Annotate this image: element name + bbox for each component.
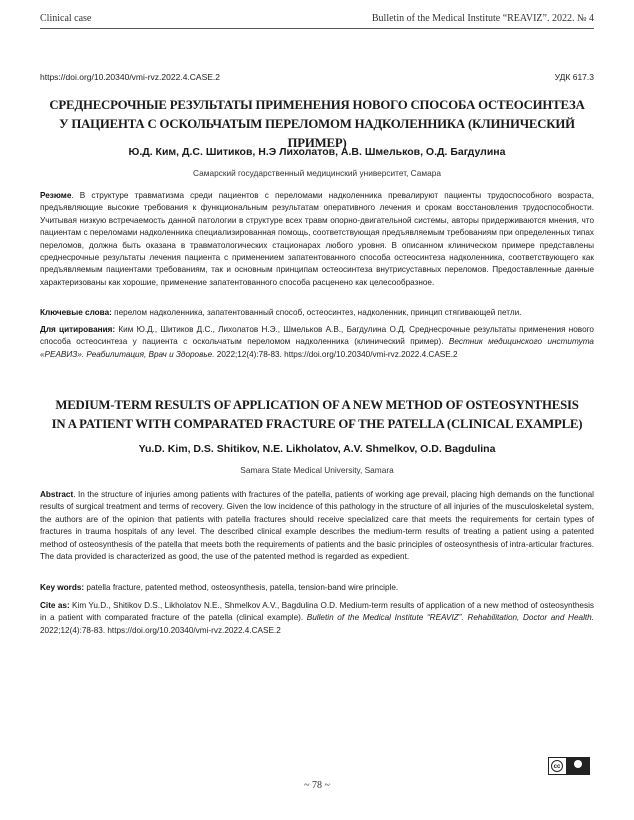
- keywords-en-text: patella fracture, patented method, osteosynthesis, patella, tension-band wire principle.: [84, 583, 399, 592]
- cc-by-license-icon[interactable]: [548, 757, 590, 775]
- title-en-line-2: IN A PATIENT WITH COMPARATED FRACTURE OF THE PATELLA (CLINICAL EXAMPLE): [51, 417, 583, 431]
- running-header-journal: Bulletin of the Medical Institute “REAVIZ”. 2022. № 4: [371, 13, 594, 24]
- citation-en-label: Cite as:: [40, 601, 70, 610]
- udk-code: УДК 617.3: [554, 72, 594, 82]
- authors-ru: Ю.Д. Ким, Д.С. Шитиков, Н.Э Лихолатов, А.В. Шмельков, О.Д. Багдулина: [128, 146, 506, 158]
- abstract-en: [40, 489, 594, 563]
- citation-ru: [40, 324, 594, 361]
- abstract-en-text: . In the structure of injuries among patients with fractures of the patella, patients of working age prevail, placing high demands on the functional results of surgical treatment and terms of recovery. Given the low incidence of this pathology in the structure of all injuries of the musculoskeletal system, the authors are of the opinion that patients with patella fractures should receive specialized care that meets the requirements for certain types of fractures in trauma hospitals of any level. The described clinical example describes the medium-term results of treating a patient using a patented method of osteosynthesis of the patella that meets both the requirements of patients and the basic principles of osteosynthesis of intra-articular fractures. The data provided is characterized as good, the use of the patented method is regarded as expedient.: [40, 490, 594, 562]
- keywords-ru: [40, 307, 594, 319]
- abstract-en-label: Abstract: [40, 490, 74, 499]
- doi-link[interactable]: https://doi.org/10.20340/vmi-rvz.2022.4.CASE.2: [40, 72, 221, 82]
- running-header-section: Clinical case: [40, 13, 92, 24]
- keywords-en: [40, 582, 594, 594]
- header-divider: [40, 28, 594, 29]
- article-title-ru: [40, 96, 594, 153]
- title-ru-line-1: СРЕДНЕСРОЧНЫЕ РЕЗУЛЬТАТЫ ПРИМЕНЕНИЯ НОВОГО СПОСОБА ОСТЕОСИНТЕЗА: [49, 98, 585, 112]
- citation-ru-journal: Вестник медицинского института «РЕАВИЗ». Реабилитация, Врач и Здоровье.: [40, 337, 594, 359]
- keywords-en-label: Key words:: [40, 583, 85, 592]
- citation-en-text: Kim Yu.D., Shitikov D.S., Likholatov N.E., Shmelkov A.V., Bagdulina O.D. Medium-term results of application of a new method of osteosynthesis in a patient with comparated fracture of the patella (clinical example).: [40, 601, 594, 623]
- abstract-ru-text: . В структуре травматизма среди пациентов с переломами надколенника превалируют пациенты трудоспособного возраста, предъявляющие высокие требования к функциональным результатам оперативного лечения и срокам восстановления трудоспособности. Учитывая низкую встречаемость данной патологии в структуре всех травм опорно-двигательной системы, авторы придерживаются мнения, что пациентам с переломами надколенника специализированная помощь, соответствующая предъявляемым требованиям при определенных типах переломов, должна быть оказана в травматологических стационарах любого уровня. В описанном клиническом примере представлены среднесрочные результаты лечения пациента с применением запатентованного способа остеосинтеза надколенника, соответствующего как предъявляемым пациентами требованиям, так и основным принципам остеосинтеза внутрисуставных переломов. Предоставленные данные характеризованы как хорошие, применение запатентованного способа расценено как целесообразное.: [40, 191, 594, 287]
- attribution-person-icon: [574, 760, 582, 768]
- title-en-line-1: MEDIUM-TERM RESULTS OF APPLICATION OF A NEW METHOD OF OSTEOSYNTHESIS: [55, 398, 579, 412]
- by-icon: [566, 758, 589, 774]
- citation-ru-label: Для цитирования:: [40, 325, 116, 334]
- citation-en-journal: Bulletin of the Medical Institute “REAVIZ”. Rehabilitation, Doctor and Health.: [306, 613, 594, 623]
- keywords-ru-text: перелом надколенника, запатентованный способ, остеосинтез, надколенник, принцип стягивающей петли.: [111, 308, 522, 317]
- title-ru-line-2: У ПАЦИЕНТА С ОСКОЛЬЧАТЫМ ПЕРЕЛОМОМ НАДКОЛЕННИКА (КЛИНИЧЕСКИЙ ПРИМЕР): [59, 117, 575, 150]
- authors-en: Yu.D. Kim, D.S. Shitikov, N.E. Likholatov, A.V. Shmelkov, O.D. Bagdulina: [138, 443, 496, 455]
- citation-en-tail: 2022;12(4):78-83. https://doi.org/10.20340/vmi-rvz.2022.4.CASE.2: [40, 625, 281, 635]
- affiliation-ru: Самарский государственный медицинский университет, Самара: [193, 168, 441, 178]
- abstract-ru-label: Резюме: [40, 191, 72, 200]
- citation-en: [40, 600, 594, 637]
- citation-ru-tail: 2022;12(4):78-83. https://doi.org/10.20340/vmi-rvz.2022.4.CASE.2: [214, 349, 458, 359]
- page-number: ~ 78 ~: [304, 780, 330, 791]
- cc-icon: cc: [551, 760, 563, 772]
- affiliation-en: Samara State Medical University, Samara: [240, 465, 394, 475]
- keywords-ru-label: Ключевые слова:: [40, 308, 112, 317]
- citation-ru-text: Ким Ю.Д., Шитиков Д.С., Лихолатов Н.Э., Шмельков А.В., Багдулина О.Д. Среднесрочные результаты применения нового способа остеосинтеза у пациента с оскольчатым переломом надколенника (клинический пример).: [40, 325, 594, 347]
- abstract-ru: [40, 190, 594, 289]
- article-title-en: [40, 396, 594, 434]
